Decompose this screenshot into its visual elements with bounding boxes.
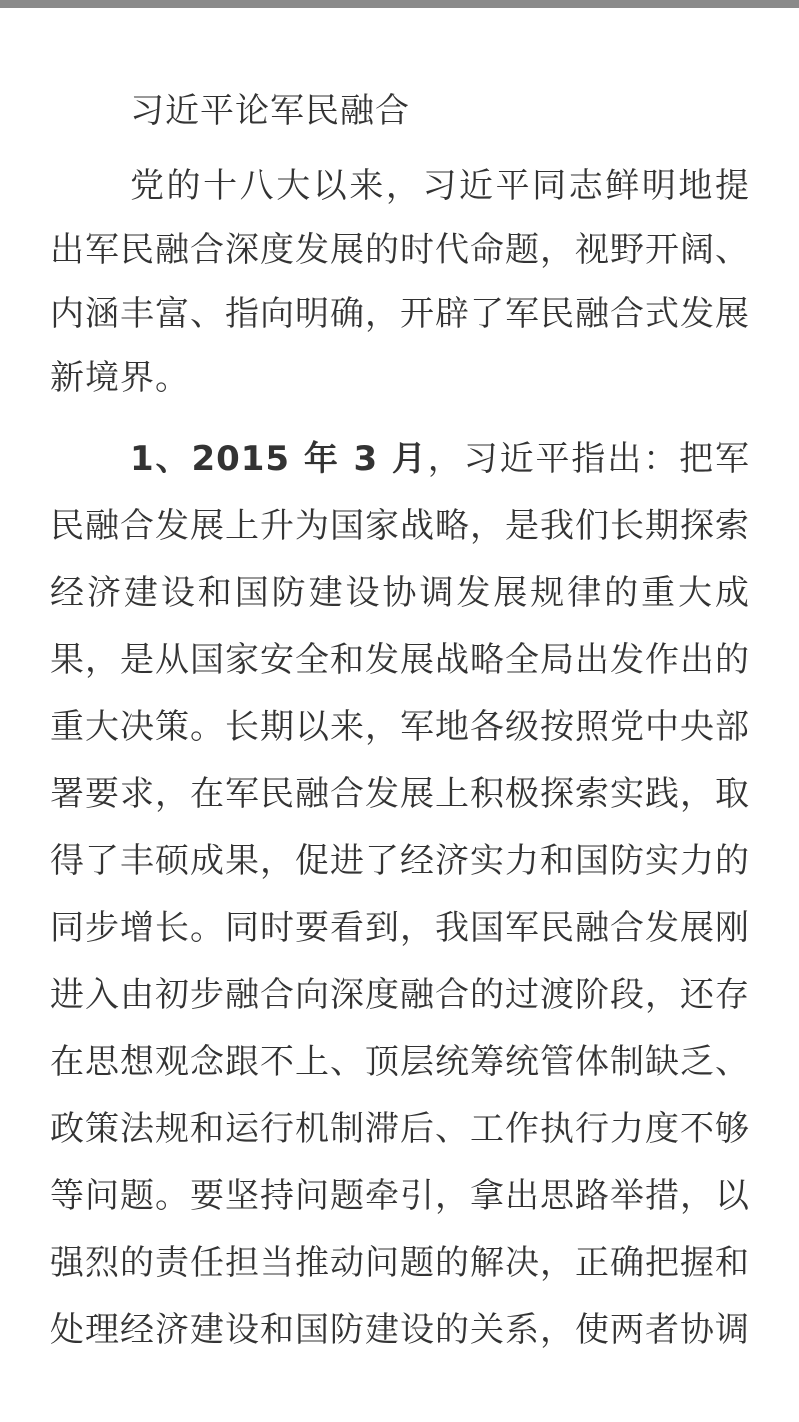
top-status-bar [0, 0, 799, 8]
article-body [50, 80, 750, 1364]
article-title: 习近平论军民融合 [130, 91, 410, 131]
section-1-lead: 1、2015 年 3 月 [130, 439, 428, 479]
section-1-body: ，习近平指出：把军民融合发展上升为国家战略，是我们长期探索经济建设和国防建设协调发展规律的重大成果，是从国家安全和发展战略全局出发作出的重大决策。长期以来，军地各级按照党中央部署要求，在军民融合发展上积极探索实践，取得了丰硕成果，促进了经济实力和国防实力的同步增长。同时要看到，我国军民融合发展刚进入由初步融合向深度融合的过渡阶段，还存在思想观念跟不上、顶层统筹统管体制缺乏、政策法规和运行机制滞后、工作执行力度不够等问题。要坚持问题牵引，拿出思路举措，以强烈的责任担当推动问题的解决，正确把握和处理经济建设和国防建设的关系，使两者协调 [50, 439, 750, 1350]
intro-paragraph: 党的十八大以来，习近平同志鲜明地提出军民融合深度发展的时代命题，视野开阔、内涵丰富、指向明确，开辟了军民融合式发展新境界。 [50, 166, 750, 398]
section-1-paragraph [50, 426, 750, 1364]
